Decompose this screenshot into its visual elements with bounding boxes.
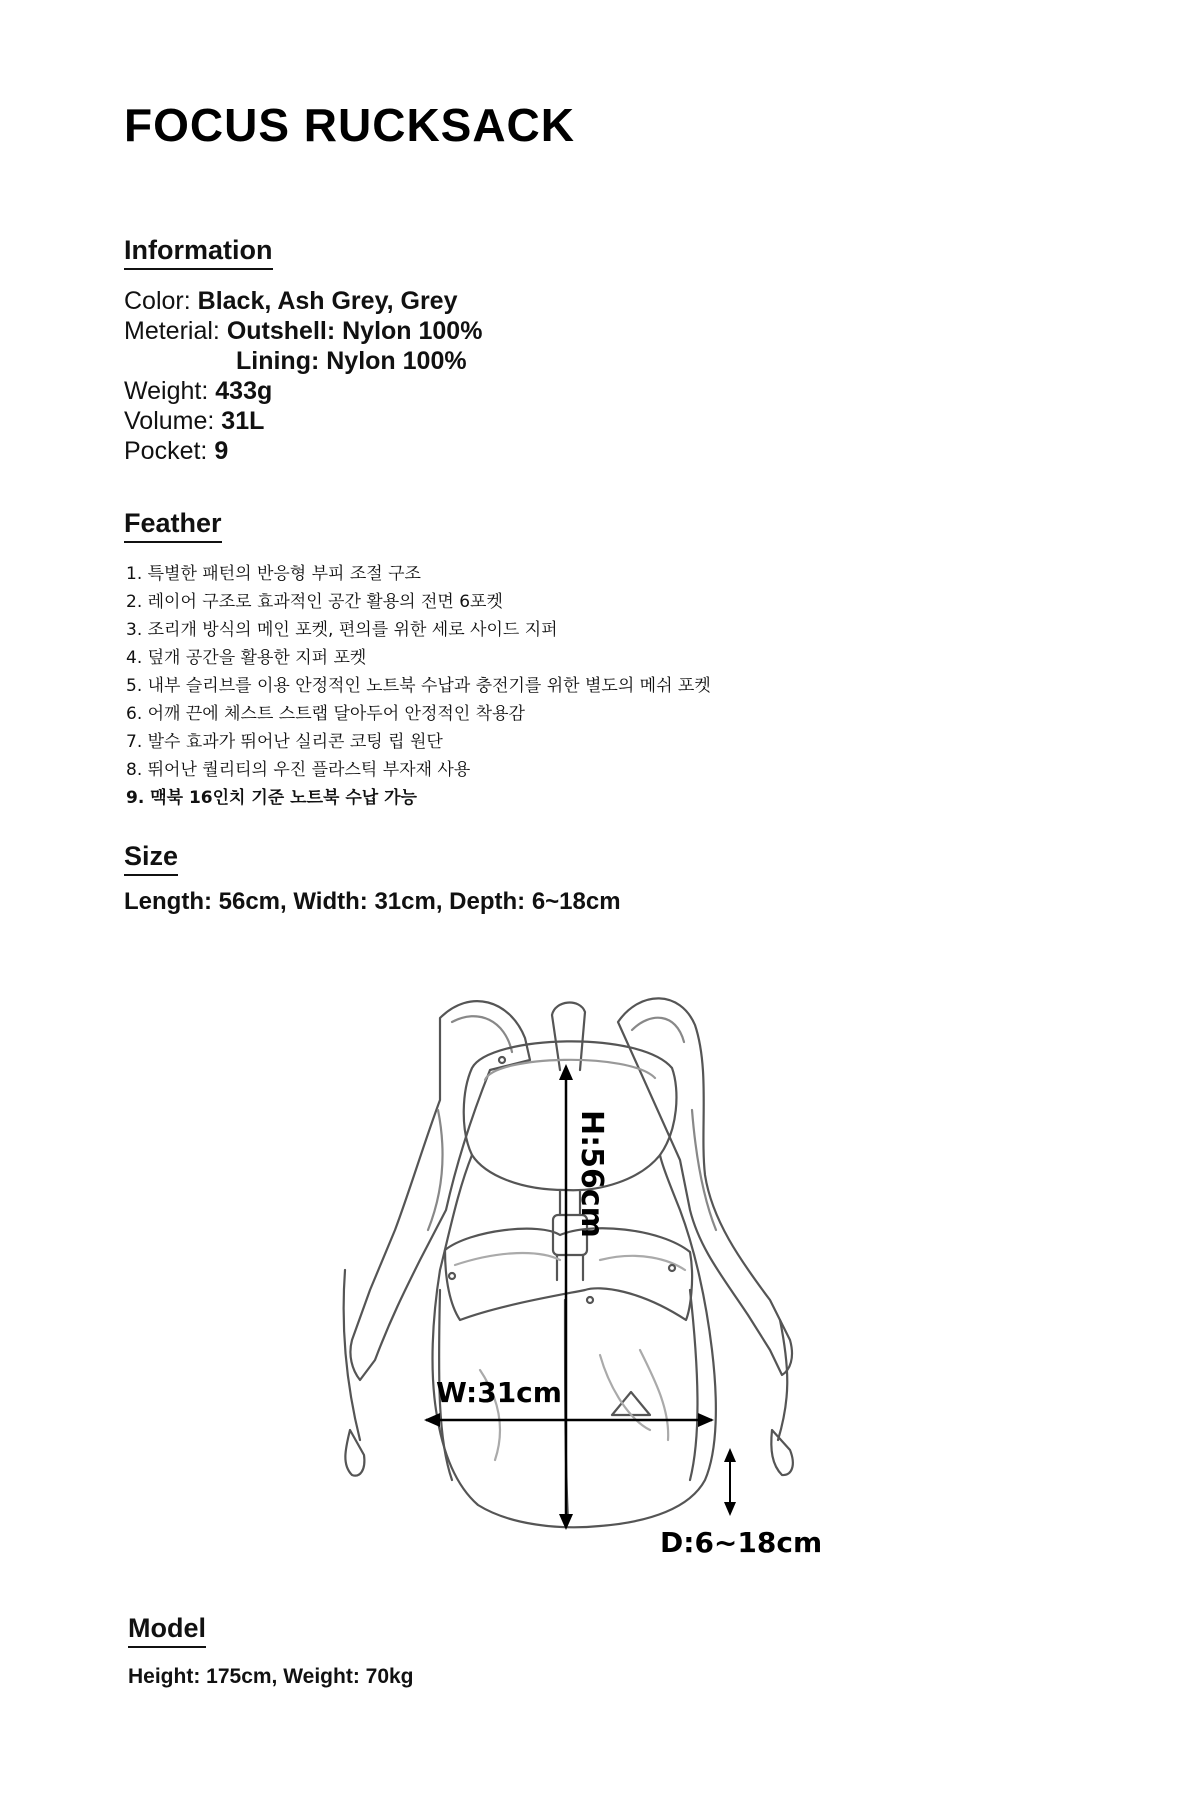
- feature-item: 7. 발수 효과가 뛰어난 실리콘 코팅 립 원단: [126, 732, 443, 752]
- color-label: Color:: [124, 287, 191, 315]
- color-value: Black, Ash Grey, Grey: [197, 287, 458, 315]
- feature-item: 1. 특별한 패턴의 반응형 부피 조절 구조: [126, 564, 421, 584]
- feature-item: 5. 내부 슬리브를 이용 안정적인 노트북 수납과 충전기를 위한 별도의 메쉬 포켓: [126, 676, 711, 696]
- color-row: [124, 286, 458, 316]
- material-label: Meterial:: [124, 317, 220, 345]
- weight-label: Weight:: [124, 377, 209, 405]
- width-dimension-arrow: [424, 1413, 714, 1427]
- material-lining: Lining: Nylon 100%: [236, 347, 467, 375]
- width-label: W:31cm: [436, 1376, 562, 1409]
- page-title: FOCUS RUCKSACK: [124, 99, 575, 151]
- weight-value: 433g: [215, 377, 273, 405]
- volume-label: Volume:: [124, 407, 215, 435]
- feature-item: 2. 레이어 구조로 효과적인 공간 활용의 전면 6포켓: [126, 592, 503, 612]
- volume-value: 31L: [221, 407, 265, 435]
- height-dimension-arrow: [559, 1064, 573, 1530]
- feature-list: [126, 560, 711, 812]
- material-outshell: Outshell: Nylon 100%: [226, 317, 483, 345]
- feature-item: 6. 어깨 끈에 체스트 스트랩 달아두어 안정적인 착용감: [126, 704, 525, 724]
- feature-item: 4. 덮개 공간을 활용한 지퍼 포켓: [126, 648, 367, 668]
- height-label: H:56cm: [574, 1110, 609, 1238]
- pocket-label: Pocket:: [124, 437, 208, 465]
- model-heading: Model: [128, 1614, 206, 1648]
- depth-dimension-arrow: [724, 1448, 736, 1516]
- feather-heading: Feather: [124, 509, 222, 543]
- backpack-size-diagram: [0, 960, 1200, 1560]
- information-heading: Information: [124, 236, 273, 270]
- material-lining-row: [236, 346, 467, 376]
- size-text: Length: 56cm, Width: 31cm, Depth: 6~18cm: [124, 888, 621, 915]
- feature-item: 8. 뛰어난 퀄리티의 우진 플라스틱 부자재 사용: [126, 760, 471, 780]
- weight-row: [124, 376, 272, 406]
- pocket-value: 9: [214, 437, 229, 465]
- material-row: [124, 316, 482, 346]
- volume-row: [124, 406, 264, 436]
- feature-item: 9. 맥북 16인치 기준 노트북 수납 가능: [126, 788, 417, 808]
- pocket-row: [124, 436, 228, 466]
- feature-item: 3. 조리개 방식의 메인 포켓, 편의를 위한 세로 사이드 지퍼: [126, 620, 558, 640]
- depth-label: D:6~18cm: [660, 1526, 823, 1559]
- size-heading: Size: [124, 842, 178, 876]
- model-text: Height: 175cm, Weight: 70kg: [128, 1665, 414, 1688]
